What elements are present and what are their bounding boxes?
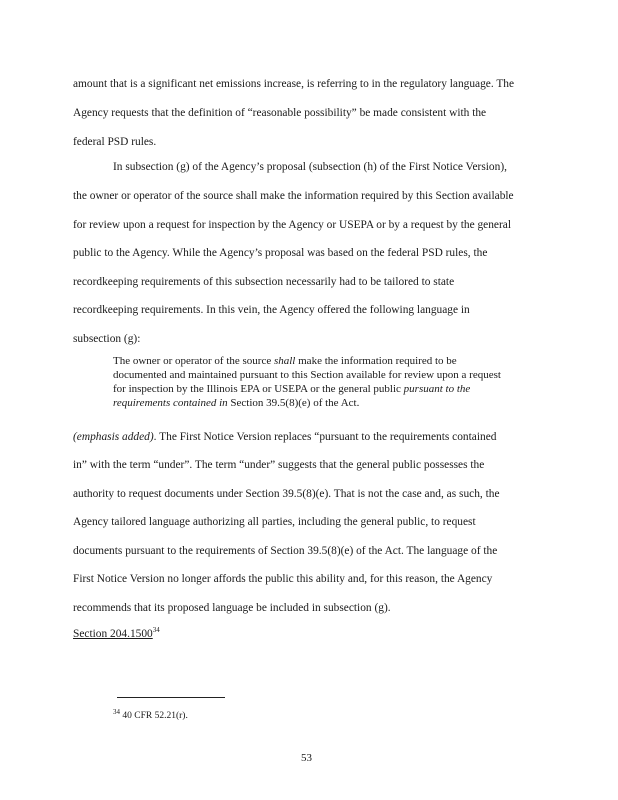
- block-quote-line: The owner or operator of the source shall make the information required to be: [113, 355, 457, 367]
- text-line: recordkeeping requirements of this subsection necessarily had to be tailored to state: [73, 276, 455, 288]
- text-line: Agency requests that the definition of “reasonable possibility” be made consistent with the: [73, 107, 487, 119]
- text-line: First Notice Version no longer affords the public this ability and, for this reason, the Agency: [73, 573, 493, 585]
- text-line: recommends that its proposed language be included in subsection (g).: [73, 602, 391, 614]
- text-line: for review upon a request for inspection by the Agency or USEPA or by a request by the general: [73, 219, 512, 231]
- text-line: public to the Agency. While the Agency’s proposal was based on the federal PSD rules, the: [73, 247, 488, 259]
- text-line: the owner or operator of the source shall make the information required by this Section available: [73, 190, 514, 202]
- text-line: Agency tailored language authorizing all parties, including the general public, to request: [73, 516, 476, 528]
- text-line: In subsection (g) of the Agency’s proposal (subsection (h) of the First Notice Version),: [113, 161, 507, 173]
- footnote: $^{34}$ 40 CFR 52.21(r).: [113, 707, 188, 721]
- text-line: documents pursuant to the requirements of Section 39.5(8)(e) of the Act. The language of the: [73, 545, 498, 557]
- text-line: recordkeeping requirements. In this vein, the Agency offered the following language in: [73, 304, 470, 316]
- text-line: amount that is a significant net emissions increase, is referring to in the regulatory language. The: [73, 78, 515, 90]
- block-quote-line: requirements contained in Section 39.5(8)(e) of the Act.: [113, 397, 360, 409]
- text-line: (emphasis added). The First Notice Version replaces “pursuant to the requirements contained: [73, 431, 497, 443]
- page-number: 53: [301, 752, 312, 764]
- footnote-reference: 34: [152, 626, 160, 635]
- text-line: federal PSD rules.: [73, 136, 157, 148]
- footnote-divider: [117, 697, 225, 698]
- block-quote-line: for inspection by the Illinois EPA or USEPA or the general public pursuant to the: [113, 383, 471, 395]
- text-line: in” with the term “under”. The term “under” suggests that the general public possesses the: [73, 459, 485, 471]
- text-line: subsection (g):: [73, 333, 141, 345]
- block-quote-line: documented and maintained pursuant to this Section available for review upon a request: [113, 369, 501, 381]
- section-heading: Section 204.1500$^{34}$: [73, 626, 160, 640]
- text-line: authority to request documents under Section 39.5(8)(e). That is not the case and, as such, the: [73, 488, 500, 500]
